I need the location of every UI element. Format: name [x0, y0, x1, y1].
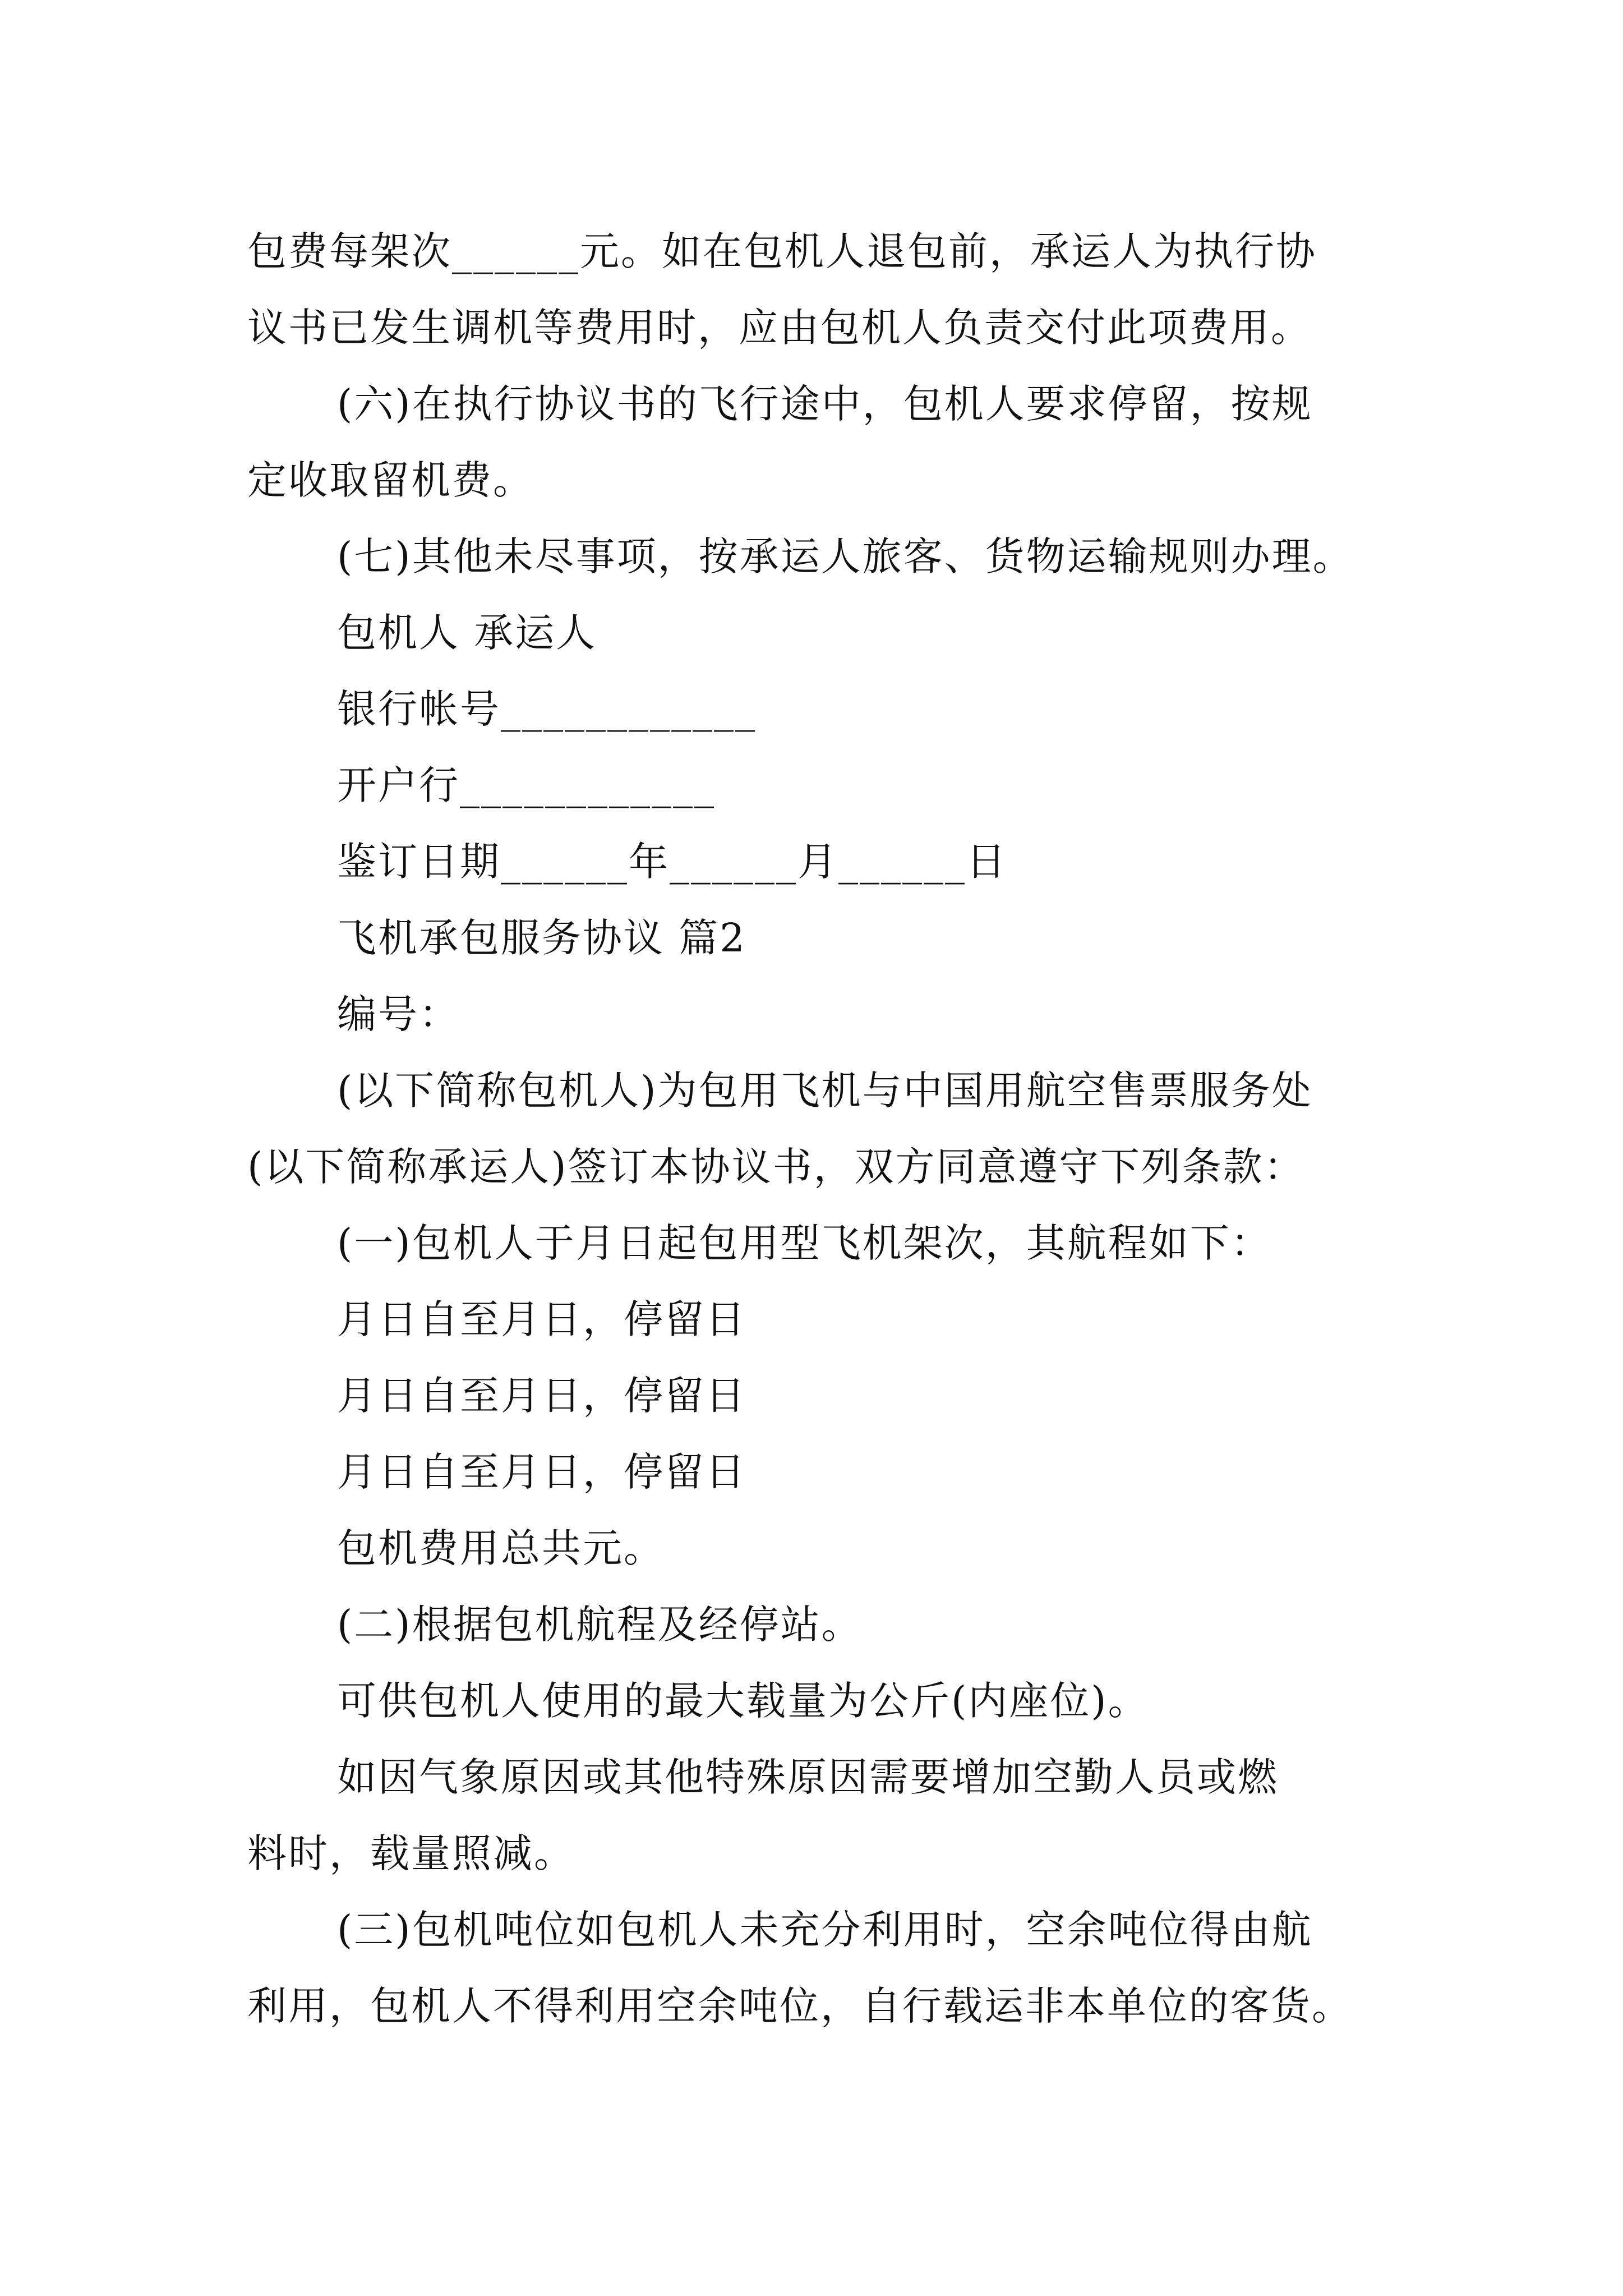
total-cost-line: 包机费用总共元。: [337, 1525, 665, 1571]
itinerary-line: 月日自至月日，停留日: [337, 1449, 746, 1495]
paragraph-line: 定收取留机费。: [247, 457, 534, 503]
clause-two-line: (二)根据包机航程及经停站。: [337, 1602, 863, 1648]
bank-account-field: 银行帐号____________: [337, 686, 757, 732]
preamble-line: (以下简称承运人)签订本协议书，双方同意遵守下列条款：: [247, 1144, 1305, 1190]
paragraph-line: 包费每架次______元。如在包机人退包前，承运人为执行协: [247, 228, 1317, 274]
paragraph-line: 议书已发生调机等费用时，应由包机人负责交付此项费用。: [247, 305, 1312, 351]
clause-three-line: (三)包机吨位如包机人未充分利用时，空余吨位得由航: [337, 1907, 1313, 1953]
signatory-parties: 包机人 承运人: [337, 610, 597, 656]
itinerary-line: 月日自至月日，停留日: [337, 1373, 746, 1419]
document-page: [247, 213, 1380, 2044]
paragraph-line: 利用，包机人不得利用空余吨位，自行载运非本单位的客货。: [247, 1983, 1353, 2029]
signing-date-field: 鉴订日期______年______月______日: [337, 839, 1007, 885]
clause-six-line: (六)在执行协议书的飞行途中，包机人要求停留，按规: [337, 381, 1313, 427]
preamble-line: (以下简称包机人)为包用飞机与中国用航空售票服务处: [337, 1068, 1313, 1114]
clause-one-line: (一)包机人于月日起包用型飞机架次，其航程如下：: [337, 1220, 1272, 1266]
bank-name-field: 开户行____________: [337, 762, 716, 808]
section-title: 飞机承包服务协议 篇2: [337, 915, 746, 961]
max-load-line: 可供包机人使用的最大载量为公斤(内座位)。: [337, 1678, 1149, 1724]
document-number-label: 编号：: [337, 991, 460, 1037]
itinerary-line: 月日自至月日，停留日: [337, 1296, 746, 1342]
paragraph-line: 如因气象原因或其他特殊原因需要增加空勤人员或燃: [337, 1754, 1279, 1800]
clause-seven-line: (七)其他未尽事项，按承运人旅客、货物运输规则办理。: [337, 533, 1354, 579]
paragraph-line: 料时，载量照减。: [247, 1830, 575, 1876]
